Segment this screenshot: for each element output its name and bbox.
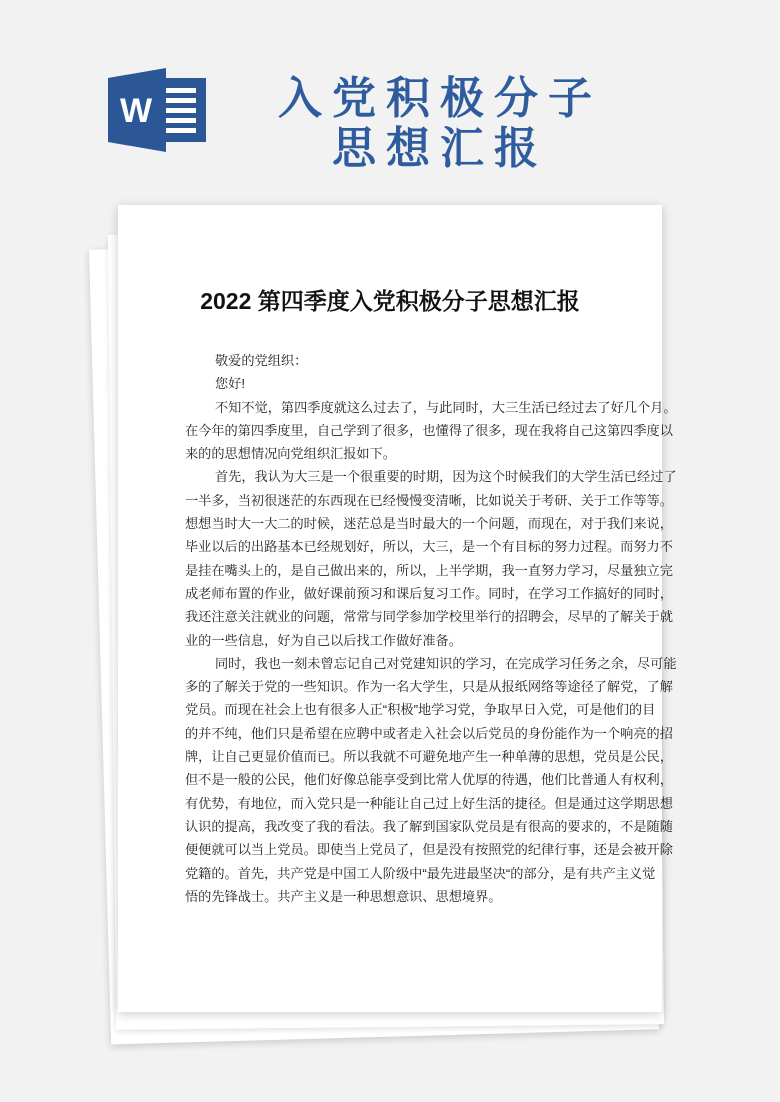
paragraph-line: 一半多，当初很迷茫的东西现在已经慢慢变清晰，比如说关于考研、关于工作等等。 <box>185 492 673 508</box>
paragraph-line: 的并不纯，他们只是希望在应聘中或者走入社会以后党员的身份能作为一个响亮的招 <box>185 725 673 741</box>
paragraph-line: 认识的提高，我改变了我的看法。我了解到国家队党员是有很高的要求的，不是随随 <box>185 818 673 834</box>
greeting: 您好! <box>215 376 246 392</box>
word-icon <box>108 68 208 152</box>
paragraph-line: 是挂在嘴头上的，是自己做出来的，所以，上半学期，我一直努力学习，尽量独立完 <box>185 562 673 578</box>
paragraph-line: 想想当时大一大二的时候，迷茫总是当时最大的一个问题，而现在，对于我们来说， <box>185 516 673 532</box>
banner-line-2: 思想汇报 <box>332 124 548 173</box>
paragraph-line: 来的的思想情况向党组织汇报如下。 <box>185 446 396 462</box>
salutation: 敬爱的党组织： <box>215 353 308 368</box>
paragraph-line: 党员。而现在社会上也有很多人正“积极”地学习党，争取早日入党，可是他们的目 <box>185 702 656 718</box>
document-title: 2022 第四季度入党积极分子思想汇报 <box>200 288 580 314</box>
paragraph-line: 牌，让自己更显价值而已。所以我就不可避免地产生一种单薄的思想，党员是公民， <box>185 749 673 765</box>
document-page <box>118 205 677 1012</box>
word-icon-letter: W <box>119 92 153 130</box>
paragraph-line: 有优势，有地位，而入党只是一种能让自己过上好生活的捷径。但是通过这学期思想 <box>185 795 673 811</box>
paragraph-line: 我还注意关注就业的问题，常常与同学参加学校里举行的招聘会，尽早的了解关于就 <box>185 609 673 625</box>
paragraph-line: 多的了解关于党的一些知识。作为一名大学生，只是从报纸网络等途径了解党，了解 <box>185 679 673 695</box>
paragraph-line: 不知不觉，第四季度就这么过去了，与此同时，大三生活已经过去了好几个月。 <box>215 399 677 415</box>
paragraph-line: 但不是一般的公民，他们好像总能享受到比常人优厚的待遇，他们比普通人有权利， <box>185 772 673 788</box>
paragraph-line: 便便就可以当上党员。即使当上党员了，但是没有按照党的纪律行事，还是会被开除 <box>185 842 673 858</box>
paragraph-line: 悟的先锋战士。共产主义是一种思想意识、思想境界。 <box>185 888 502 904</box>
paragraph-line: 业的一些信息，好为自己以后找工作做好准备。 <box>185 632 462 648</box>
paragraph-line: 同时，我也一刻未曾忘记自己对党建知识的学习，在完成学习任务之余，尽可能 <box>215 655 677 671</box>
paragraph-line: 党籍的。首先，共产党是中国工人阶级中“最先进最坚决“的部分，是有共产主义觉 <box>185 865 656 881</box>
paragraph-line: 毕业以后的出路基本已经规划好，所以，大三，是一个有目标的努力过程。而努力不 <box>185 539 673 555</box>
banner-title <box>260 74 620 174</box>
document-body <box>185 349 677 908</box>
paragraph-line: 首先，我认为大三是一个很重要的时期，因为这个时候我们的大学生活已经过了 <box>215 469 677 485</box>
banner-line-1: 入党积极分子 <box>278 74 602 123</box>
paragraph-line: 成老师布置的作业，做好课前预习和课后复习工作。同时，在学习工作搞好的同时， <box>185 585 673 601</box>
paragraph-line: 在今年的第四季度里，自己学到了很多，也懂得了很多，现在我将自己这第四季度以 <box>185 422 673 438</box>
